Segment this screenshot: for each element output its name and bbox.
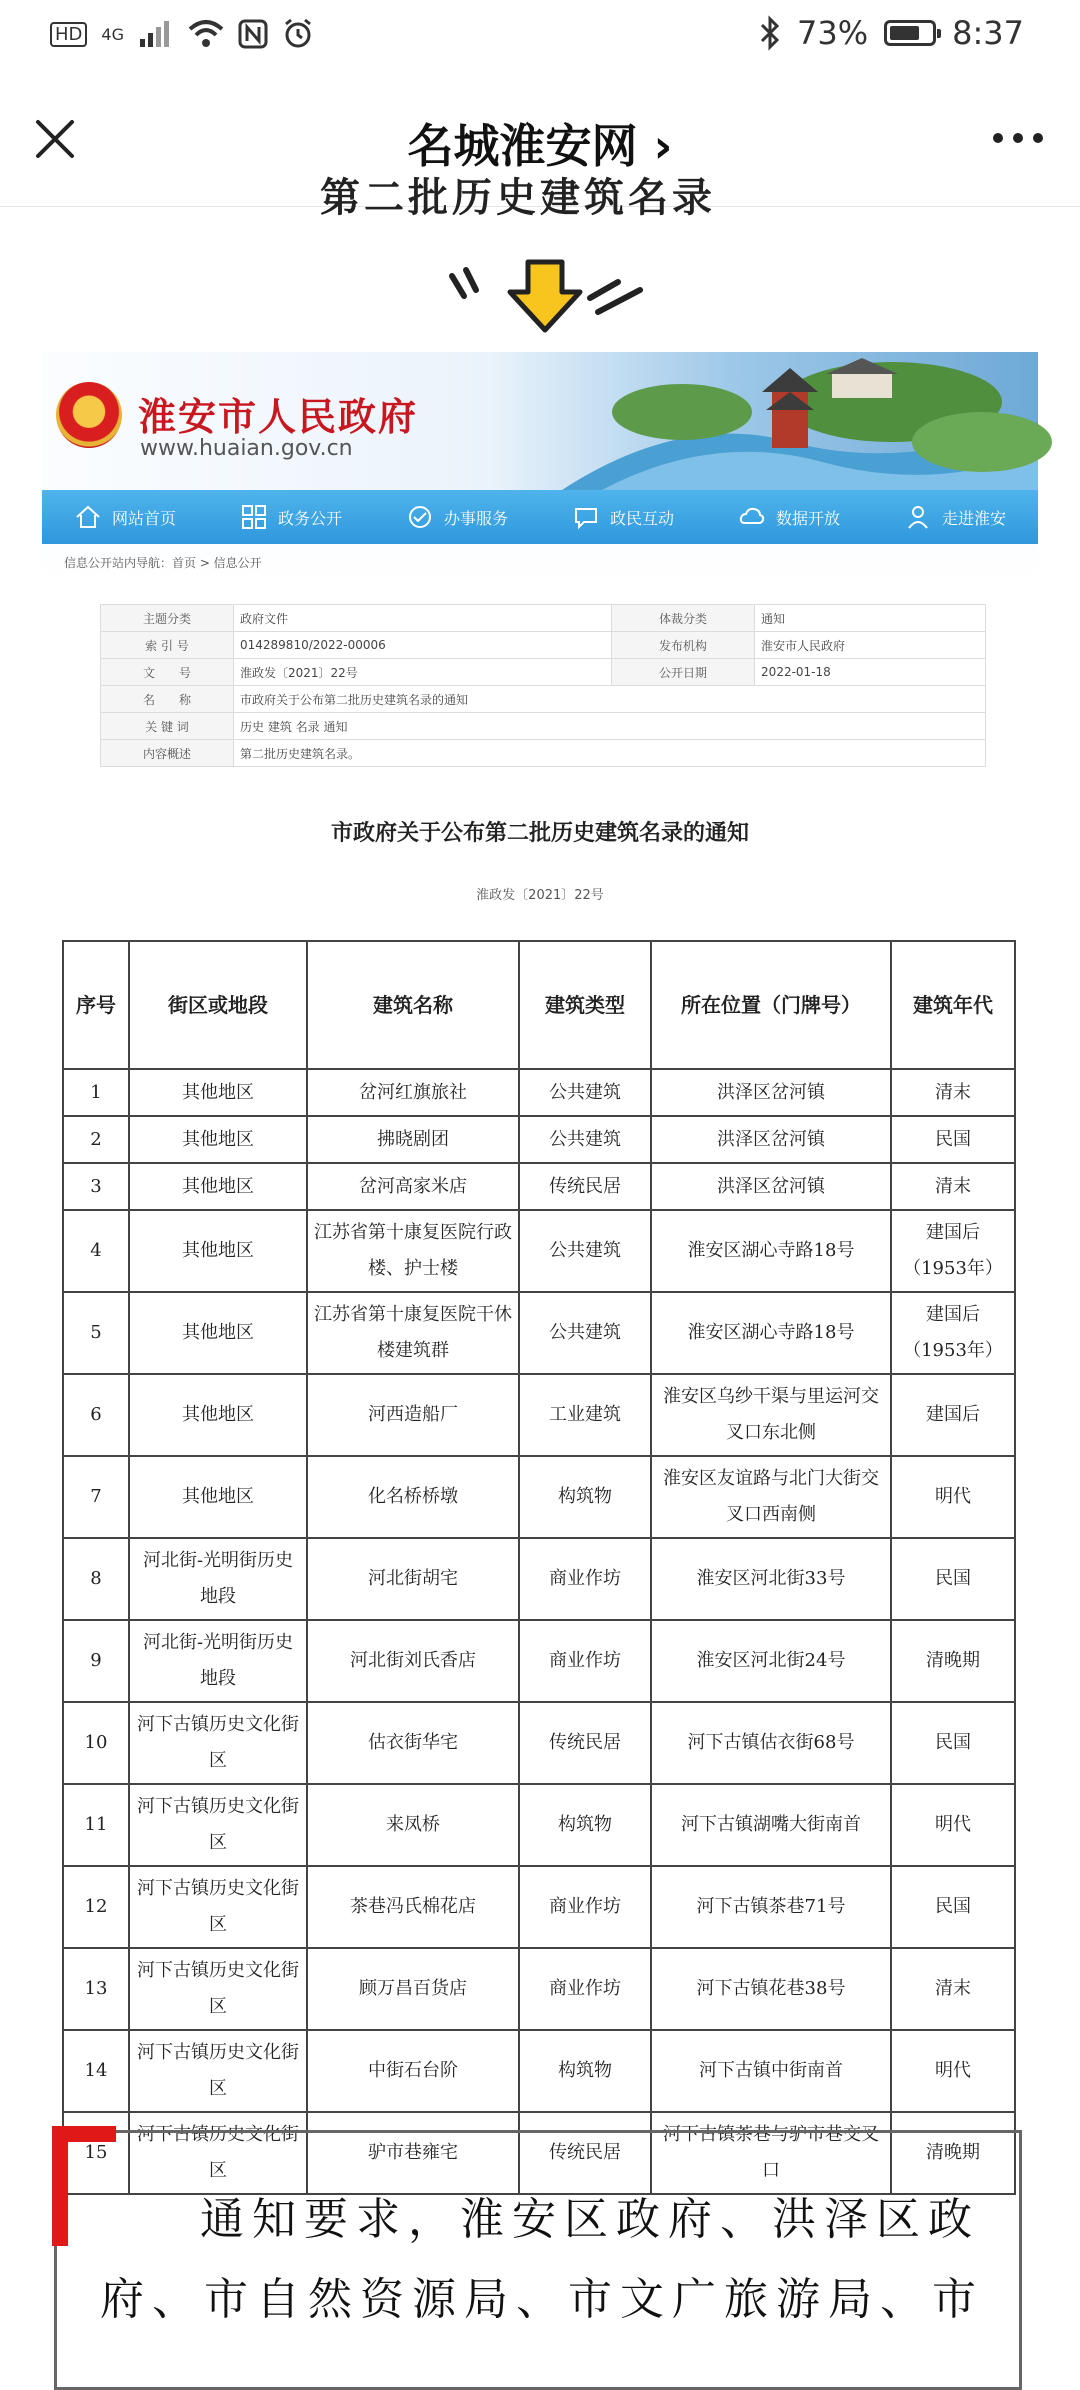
row-number: 1 — [63, 1069, 129, 1116]
row-number: 13 — [63, 1948, 129, 2030]
gov-site-name: 淮安市人民政府 — [138, 395, 419, 439]
era-cell: 清晚期 — [891, 2112, 1015, 2194]
breadcrumb: 信息公开站内导航：首页 > 信息公开 — [64, 556, 262, 570]
district-cell: 其他地区 — [129, 1456, 307, 1538]
meta-value: 淮安市人民政府 — [755, 632, 986, 659]
district-cell: 河北街-光明街历史地段 — [129, 1620, 307, 1702]
nfc-icon — [238, 19, 268, 49]
menu-label: 政民互动 — [609, 508, 674, 528]
table-row — [63, 1620, 1015, 1702]
banner-header — [42, 352, 1038, 490]
era-cell: 民国 — [891, 1866, 1015, 1948]
table-row — [63, 1866, 1015, 1948]
building-name-cell: 拂晓剧团 — [307, 1116, 519, 1163]
table-row — [63, 1784, 1015, 1866]
era-cell: 清末 — [891, 1948, 1015, 2030]
building-name-cell: 江苏省第十康复医院干休楼建筑群 — [307, 1292, 519, 1374]
location-cell: 淮安区友谊路与北门大街交叉口西南侧 — [651, 1456, 891, 1538]
person-icon — [904, 503, 932, 531]
location-cell: 河下古镇湖嘴大街南首 — [651, 1784, 891, 1866]
meta-value: 通知 — [755, 605, 986, 632]
meta-value: 第二批历史建筑名录。 — [234, 740, 986, 767]
building-type-cell: 公共建筑 — [519, 1210, 651, 1292]
battery-level — [890, 26, 919, 40]
era-cell: 清末 — [891, 1163, 1015, 1210]
era-cell: 民国 — [891, 1116, 1015, 1163]
row-number: 7 — [63, 1456, 129, 1538]
era-cell: 建国后 — [891, 1374, 1015, 1456]
meta-row — [101, 632, 986, 659]
hd-indicator: HD — [50, 22, 87, 47]
clock: 8:37 — [952, 14, 1024, 52]
meta-row — [101, 605, 986, 632]
status-bar — [0, 0, 1080, 74]
building-name-cell: 中街石台阶 — [307, 2030, 519, 2112]
era-cell: 民国 — [891, 1702, 1015, 1784]
meta-row — [101, 740, 986, 767]
building-type-cell: 商业作坊 — [519, 1866, 651, 1948]
table-row — [63, 1538, 1015, 1620]
location-cell: 河下古镇茶巷71号 — [651, 1866, 891, 1948]
menu-label: 政务公开 — [277, 508, 342, 528]
building-name-cell: 化名桥桥墩 — [307, 1456, 519, 1538]
building-name-cell: 岔河高家米店 — [307, 1163, 519, 1210]
table-row — [63, 1374, 1015, 1456]
meta-row — [101, 713, 986, 740]
menu-home[interactable] — [42, 490, 208, 544]
national-emblem-icon — [56, 382, 122, 448]
building-type-cell: 商业作坊 — [519, 1538, 651, 1620]
location-cell: 淮安区河北街24号 — [651, 1620, 891, 1702]
row-number: 4 — [63, 1210, 129, 1292]
row-number: 8 — [63, 1538, 129, 1620]
era-cell: 明代 — [891, 2030, 1015, 2112]
meta-value: 历史 建筑 名录 通知 — [234, 713, 986, 740]
table-row — [63, 1116, 1015, 1163]
building-name-cell: 来凤桥 — [307, 1784, 519, 1866]
handshake-icon — [406, 503, 434, 531]
meta-key: 名 称 — [101, 686, 234, 713]
chat-icon — [572, 503, 600, 531]
building-type-cell: 商业作坊 — [519, 1620, 651, 1702]
building-type-cell: 构筑物 — [519, 1456, 651, 1538]
meta-value: 淮政发〔2021〕22号 — [234, 659, 612, 686]
building-name-cell: 估衣街华宅 — [307, 1702, 519, 1784]
location-cell: 淮安区乌纱干渠与里运河交叉口东北侧 — [651, 1374, 891, 1456]
building-type-cell: 传统民居 — [519, 2112, 651, 2194]
column-header: 街区或地段 — [129, 941, 307, 1069]
table-header-row — [63, 941, 1015, 1069]
row-number: 6 — [63, 1374, 129, 1456]
building-type-cell: 构筑物 — [519, 1784, 651, 1866]
status-right — [759, 14, 1024, 52]
alarm-icon — [282, 18, 314, 50]
menu-interaction[interactable] — [540, 490, 706, 544]
district-cell: 其他地区 — [129, 1163, 307, 1210]
location-cell: 河下古镇估衣街68号 — [651, 1702, 891, 1784]
more-options-icon[interactable] — [990, 126, 1046, 150]
row-number: 11 — [63, 1784, 129, 1866]
building-type-cell: 工业建筑 — [519, 1374, 651, 1456]
meta-key: 公开日期 — [612, 659, 755, 686]
red-flag-decoration — [52, 2126, 68, 2246]
building-name-cell: 河北街刘氏香店 — [307, 1620, 519, 1702]
notice-title: 市政府关于公布第二批历史建筑名录的通知 — [330, 821, 749, 846]
era-cell: 明代 — [891, 1784, 1015, 1866]
row-number: 9 — [63, 1620, 129, 1702]
district-cell: 其他地区 — [129, 1292, 307, 1374]
district-cell: 河下古镇历史文化街区 — [129, 1702, 307, 1784]
grid-icon — [240, 503, 268, 531]
building-type-cell: 公共建筑 — [519, 1116, 651, 1163]
row-number: 2 — [63, 1116, 129, 1163]
column-header: 建筑年代 — [891, 941, 1015, 1069]
row-number: 12 — [63, 1866, 129, 1948]
era-cell: 建国后（1953年） — [891, 1292, 1015, 1374]
row-number: 5 — [63, 1292, 129, 1374]
district-cell: 其他地区 — [129, 1069, 307, 1116]
table-row — [63, 1456, 1015, 1538]
bluetooth-icon — [759, 16, 781, 50]
meta-key: 主题分类 — [101, 605, 234, 632]
building-type-cell: 传统民居 — [519, 1163, 651, 1210]
location-cell: 淮安区湖心寺路18号 — [651, 1292, 891, 1374]
meta-value: 014289810/2022-00006 — [234, 632, 612, 659]
meta-row — [101, 659, 986, 686]
network-indicator: 4G — [101, 24, 124, 44]
meta-key: 索 引 号 — [101, 632, 234, 659]
gov-site-url: www.huaian.gov.cn — [140, 436, 353, 461]
building-name-cell: 驴市巷雍宅 — [307, 2112, 519, 2194]
building-name-cell: 江苏省第十康复医院行政楼、护士楼 — [307, 1210, 519, 1292]
requirement-text: 通知要求，淮安区政府、洪泽区政府、市自然资源局、市文广旅游局、市 — [100, 2194, 984, 2325]
historic-buildings-table — [62, 940, 1016, 2195]
era-cell: 建国后（1953年） — [891, 1210, 1015, 1292]
city-scenery-image — [562, 352, 1038, 490]
table-row — [63, 1069, 1015, 1116]
article-subheading-cut: 第二批历史建筑名录 — [320, 175, 716, 221]
table-row — [63, 2030, 1015, 2112]
table-row — [63, 1292, 1015, 1374]
menu-gov-affairs[interactable] — [208, 490, 374, 544]
meta-key: 文 号 — [101, 659, 234, 686]
location-cell: 洪泽区岔河镇 — [651, 1069, 891, 1116]
meta-key: 发布机构 — [612, 632, 755, 659]
menu-label: 网站首页 — [111, 508, 176, 528]
building-name-cell: 河北街胡宅 — [307, 1538, 519, 1620]
district-cell: 河下古镇历史文化街区 — [129, 1784, 307, 1866]
meta-key: 关 键 词 — [101, 713, 234, 740]
column-header: 所在位置（门牌号） — [651, 941, 891, 1069]
district-cell: 河下古镇历史文化街区 — [129, 2030, 307, 2112]
menu-open-data[interactable] — [706, 490, 872, 544]
location-cell: 河下古镇中街南首 — [651, 2030, 891, 2112]
row-number: 3 — [63, 1163, 129, 1210]
meta-key: 体裁分类 — [612, 605, 755, 632]
meta-value: 2022-01-18 — [755, 659, 986, 686]
menu-label: 办事服务 — [443, 508, 508, 528]
building-name-cell: 河西造船厂 — [307, 1374, 519, 1456]
era-cell: 民国 — [891, 1538, 1015, 1620]
district-cell: 其他地区 — [129, 1116, 307, 1163]
district-cell: 其他地区 — [129, 1374, 307, 1456]
meta-row — [101, 686, 986, 713]
row-number: 14 — [63, 2030, 129, 2112]
menu-about-huaian[interactable] — [872, 490, 1038, 544]
location-cell: 淮安区河北街33号 — [651, 1538, 891, 1620]
building-name-cell: 茶巷冯氏棉花店 — [307, 1866, 519, 1948]
table-row — [63, 1163, 1015, 1210]
table-row — [63, 1210, 1015, 1292]
menu-label: 走进淮安 — [941, 508, 1006, 528]
table-row — [63, 1702, 1015, 1784]
cloud-data-icon — [738, 503, 766, 531]
gov-site-menu — [42, 490, 1038, 544]
location-cell: 洪泽区岔河镇 — [651, 1116, 891, 1163]
meta-value: 政府文件 — [234, 605, 612, 632]
gov-site-banner — [42, 352, 1038, 582]
page-title[interactable]: 名城淮安网 › — [407, 119, 673, 173]
column-header: 序号 — [63, 941, 129, 1069]
row-number: 10 — [63, 1702, 129, 1784]
building-name-cell: 顾万昌百货店 — [307, 1948, 519, 2030]
status-left — [50, 18, 314, 50]
building-type-cell: 构筑物 — [519, 2030, 651, 2112]
district-cell: 其他地区 — [129, 1210, 307, 1292]
location-cell: 淮安区湖心寺路18号 — [651, 1210, 891, 1292]
down-arrow-icon — [440, 256, 650, 336]
location-cell: 河下古镇茶巷与驴市巷交叉口 — [651, 2112, 891, 2194]
menu-services[interactable] — [374, 490, 540, 544]
meta-key: 内容概述 — [101, 740, 234, 767]
district-cell: 河下古镇历史文化街区 — [129, 1948, 307, 2030]
era-cell: 清晚期 — [891, 1620, 1015, 1702]
column-header: 建筑名称 — [307, 941, 519, 1069]
document-meta-table — [100, 604, 986, 767]
era-cell: 明代 — [891, 1456, 1015, 1538]
location-cell: 洪泽区岔河镇 — [651, 1163, 891, 1210]
table-body — [63, 1069, 1015, 2194]
table-row — [63, 1948, 1015, 2030]
era-cell: 清末 — [891, 1069, 1015, 1116]
battery-icon — [884, 20, 936, 46]
district-cell: 河北街-光明街历史地段 — [129, 1538, 307, 1620]
signal-icon — [138, 19, 174, 49]
building-type-cell: 商业作坊 — [519, 1948, 651, 2030]
building-name-cell: 岔河红旗旅社 — [307, 1069, 519, 1116]
meta-value: 市政府关于公布第二批历史建筑名录的通知 — [234, 686, 986, 713]
battery-percent: 73% — [797, 14, 869, 52]
building-type-cell: 公共建筑 — [519, 1292, 651, 1374]
notice-doc-number: 淮政发〔2021〕22号 — [476, 888, 604, 903]
row-number: 15 — [63, 2112, 129, 2194]
column-header: 建筑类型 — [519, 941, 651, 1069]
menu-label: 数据开放 — [775, 508, 840, 528]
district-cell: 河下古镇历史文化街区 — [129, 1866, 307, 1948]
wifi-icon — [188, 19, 224, 49]
home-icon — [74, 503, 102, 531]
location-cell: 河下古镇花巷38号 — [651, 1948, 891, 2030]
building-type-cell: 公共建筑 — [519, 1069, 651, 1116]
building-type-cell: 传统民居 — [519, 1702, 651, 1784]
district-cell: 河下古镇历史文化街区 — [129, 2112, 307, 2194]
red-flag-decoration — [52, 2126, 116, 2142]
